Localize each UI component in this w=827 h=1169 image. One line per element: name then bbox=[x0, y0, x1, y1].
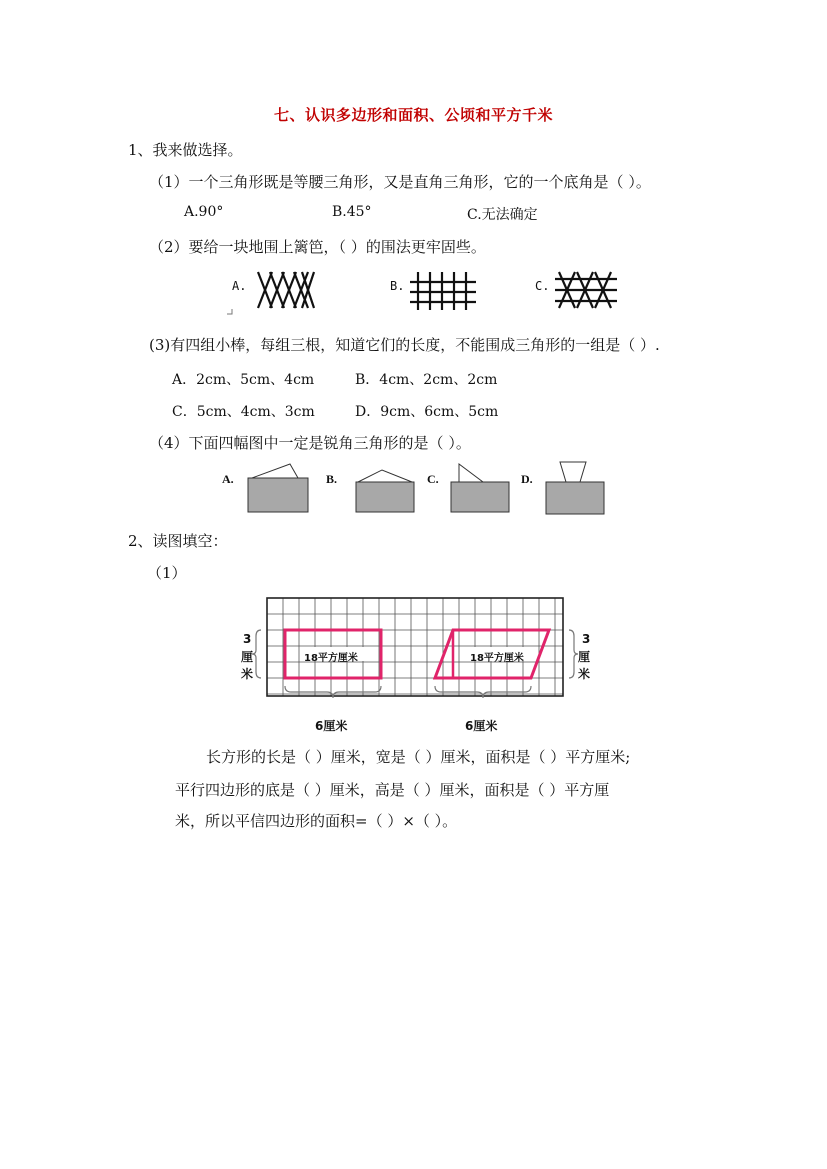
q1-option-b: B.45° bbox=[332, 204, 372, 220]
fence-c-figure bbox=[555, 272, 617, 308]
q4-option-a-label: A. bbox=[222, 472, 234, 486]
section1-heading: 1、我来做选择。 bbox=[128, 141, 243, 159]
q4-option-c-label: C. bbox=[427, 472, 439, 486]
left-height-li: 厘 bbox=[241, 650, 254, 664]
q4-option-d-label: D. bbox=[521, 472, 533, 486]
q4-option-b-label: B. bbox=[326, 472, 338, 486]
q1-option-c: C.无法确定 bbox=[467, 207, 538, 223]
right-height-mi: 米 bbox=[578, 667, 591, 681]
q2-option-a-label: A. bbox=[232, 279, 247, 293]
q2-option-c-label: C. bbox=[535, 279, 550, 293]
section2-heading: 2、读图填空： bbox=[128, 532, 228, 550]
rect-width-label: 6厘米 bbox=[315, 719, 348, 733]
q3-option-c: C．5cm、4cm、3cm bbox=[172, 404, 315, 420]
fence-b-figure bbox=[410, 272, 476, 310]
right-height-3: 3 bbox=[582, 632, 591, 646]
q4-figure-a bbox=[246, 458, 310, 514]
q4-stem: （4）下面四幅图中一定是锐角三角形的是（ ）。 bbox=[149, 434, 471, 452]
grid-figure bbox=[230, 596, 600, 738]
q3-option-d: D．9cm、6cm、5cm bbox=[355, 404, 499, 420]
q4-figure-b bbox=[354, 466, 416, 514]
q3-option-a: A．2cm、5cm、4cm bbox=[172, 372, 315, 388]
q1-stem: （1）一个三角形既是等腰三角形，又是直角三角形，它的一个底角是（ ）。 bbox=[149, 173, 651, 191]
q3-option-b: B．4cm、2cm、2cm bbox=[355, 372, 498, 388]
q3-stem: (3)有四组小棒，每组三根，知道它们的长度，不能围成三角形的一组是（ ）. bbox=[149, 336, 660, 354]
q2-option-b-label: B. bbox=[390, 279, 405, 293]
q1-option-a: A.90° bbox=[184, 204, 224, 220]
page-title: 七、认识多边形和面积、公顷和平方千米 bbox=[273, 106, 553, 124]
fill-line-3: 米，所以平信四边形的面积=（ ）×（ ）。 bbox=[175, 812, 458, 830]
q4-figure-c bbox=[449, 460, 511, 514]
para-base-label: 6厘米 bbox=[465, 719, 498, 733]
fill-line-2: 平行四边形的底是（ ）厘米，高是（ ）厘米，面积是（ ）平方厘 bbox=[175, 781, 610, 799]
right-height-li: 厘 bbox=[578, 650, 591, 664]
fence-a-figure bbox=[256, 270, 316, 310]
section2-sub1-label: （1） bbox=[147, 564, 187, 582]
fill-line-1: 长方形的长是（ ）厘米，宽是（ ）厘米，面积是（ ）平方厘米; bbox=[206, 748, 631, 766]
rectangle-area-label: 18平方厘米 bbox=[304, 653, 358, 664]
small-mark-icon bbox=[226, 308, 234, 316]
q4-figure-d bbox=[544, 460, 606, 516]
left-height-3: 3 bbox=[243, 632, 252, 646]
left-height-mi: 米 bbox=[241, 667, 254, 681]
parallelogram-area-label: 18平方厘米 bbox=[470, 653, 524, 664]
q2-stem: （2）要给一块地围上篱笆，（ ）的围法更牢固些。 bbox=[149, 238, 486, 256]
